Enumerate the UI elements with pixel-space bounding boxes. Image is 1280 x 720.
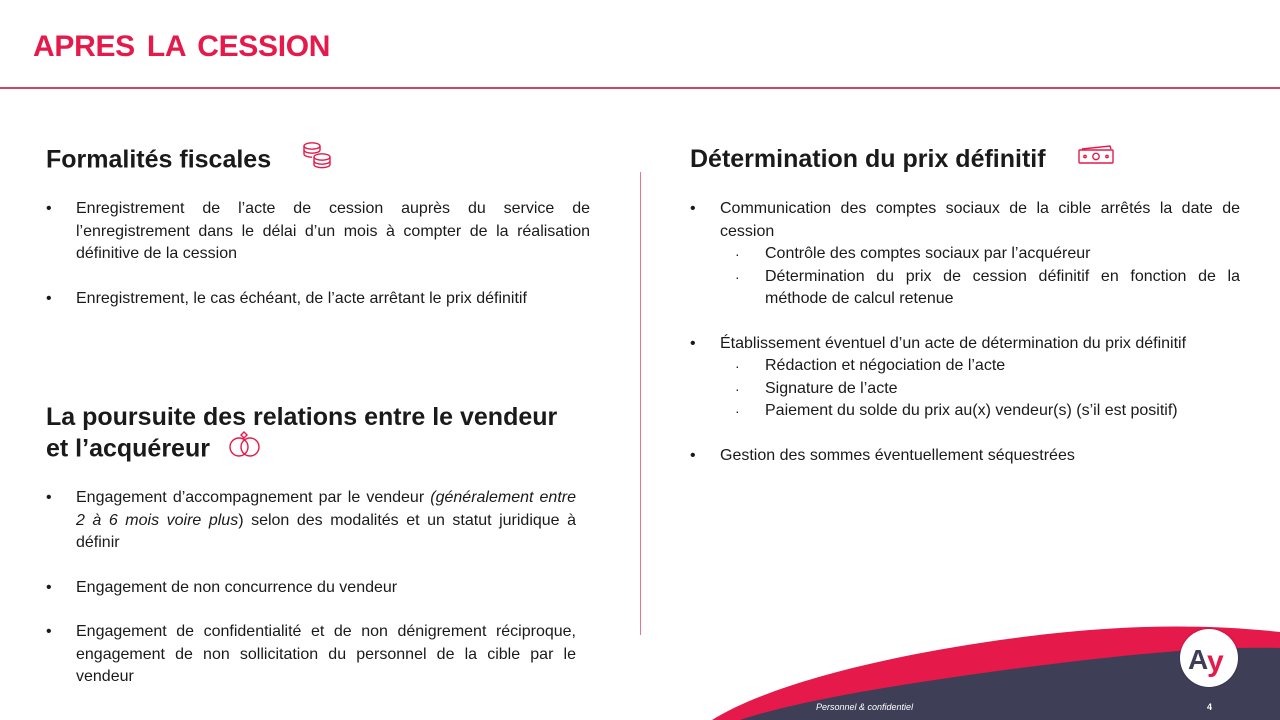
page-number: 4 [1207,702,1213,712]
company-logo [1180,629,1238,687]
sub-list-item: · Détermination du prix de cession définitif en fonction de la méthode de calcul retenue [720,266,1240,311]
list-item-text: ) selon des modalités et un statut juridique à définir [76,511,577,551]
list-item: • Enregistrement, le cas échéant, de l’acte arrêtant le prix définitif [46,288,590,311]
list-item: • Engagement de confidentialité et de non dénigrement réciproque, engagement de non sollicitation du personnel de la cible par le vendeur [46,621,576,689]
list-item-text: Communication des comptes sociaux de la cible arrêtés la date de cession [720,200,1240,240]
list-item-text: Établissement éventuel d’un acte de détermination du prix définitif [720,334,1187,352]
relations-heading-text: La poursuite des relations entre le vendeur et l’acquéreur [46,403,558,463]
footer-confidential: Personnel & confidentiel [816,702,914,712]
list-item-text: Gestion des sommes éventuellement séquestrées [720,446,1075,464]
logo-mark [1180,629,1238,687]
sub-list-item: · Signature de l’acte [720,378,1240,401]
fiscal-heading-text: Formalités fiscales [46,145,272,174]
svg-text:y: y [1207,645,1224,678]
price-heading-text: Détermination du prix définitif [690,145,1046,173]
list-item-italic-text: (généralement entre 2 à 6 mois voire plus [76,489,577,529]
svg-text:A: A [1188,644,1209,675]
sub-list-item: · Contrôle des comptes sociaux par l’acquéreur [720,243,1240,266]
sub-list-item: · Rédaction et négociation de l’acte [720,355,1240,378]
list-item-text: Engagement d’accompagnement par le vendeur [76,489,431,506]
slide-title: APRES LA CESSION [33,30,331,63]
list-item: • Engagement de non concurrence du vendeur [46,577,576,600]
sub-list-item: · Paiement du solde du prix au(x) vendeur(s) (s’il est positif) [720,400,1240,423]
list-item: • Enregistrement de l’acte de cession auprès du service de l’enregistrement dans le délai d’un mois à compter de la réalisation définitive de la cession [46,198,590,266]
